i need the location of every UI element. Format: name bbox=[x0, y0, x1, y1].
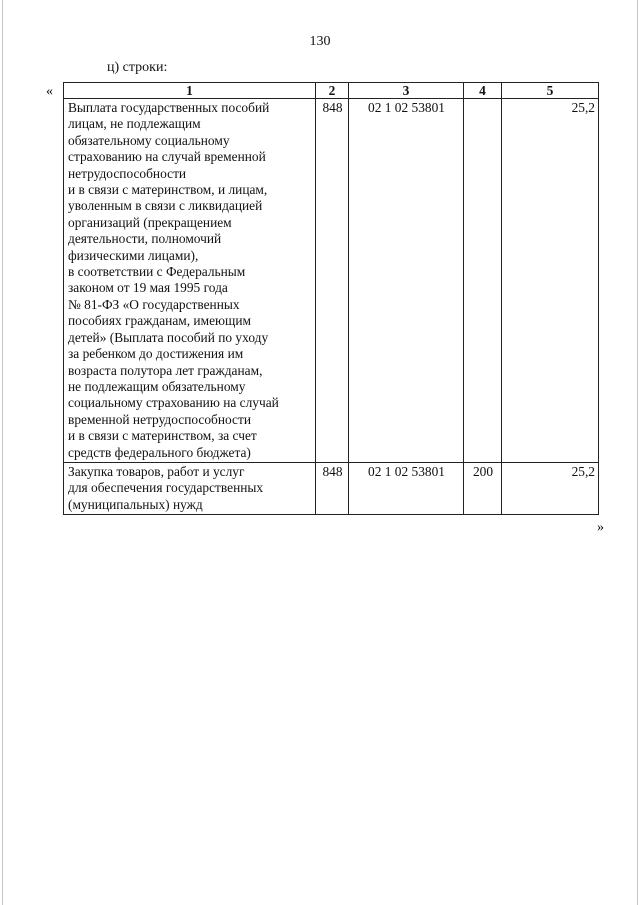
header-col-2: 2 bbox=[316, 83, 349, 99]
table-header-row bbox=[64, 83, 599, 99]
header-col-3: 3 bbox=[349, 83, 464, 99]
header-col-1: 1 bbox=[64, 83, 316, 99]
row-code-expense-type: 200 bbox=[464, 462, 502, 514]
header-col-4: 4 bbox=[464, 83, 502, 99]
row-code-target: 02 1 02 53801 bbox=[349, 99, 464, 463]
row-code-expense-type bbox=[464, 99, 502, 463]
page-number: 130 bbox=[309, 34, 331, 49]
intro-text: ц) строки: bbox=[107, 60, 168, 75]
scan-edge-left bbox=[2, 0, 3, 905]
row-code-admin: 848 bbox=[316, 99, 349, 463]
scan-edge-right bbox=[637, 0, 638, 905]
row-code-target: 02 1 02 53801 bbox=[349, 462, 464, 514]
budget-table bbox=[63, 82, 599, 515]
table-row bbox=[64, 462, 599, 514]
row-code-admin: 848 bbox=[316, 462, 349, 514]
row-name: Закупка товаров, работ и услуг для обеспечения государственных (муниципальных) нужд bbox=[64, 462, 316, 514]
closing-quote: » bbox=[597, 520, 604, 535]
table-row bbox=[64, 99, 599, 463]
row-name: Выплата государственных пособий лицам, не подлежащим обязательному социальному страхованию на случай временной нетрудоспособности и в связи с материнством, и лицам, уволенным в связи с ликвидацией организаций (прекращением деятельности, полномочий физическими лицами), в соответствии с Федеральным законом от 19 мая 1995 года № 81-ФЗ «О государственных пособиях гражданам, имеющим детей» (Выплата пособий по уходу за ребенком до достижения им возраста полутора лет гражданам, не подлежащим обязательному социальному страхованию на случай временной нетрудоспособности и в связи с материнством, за счет средств федерального бюджета) bbox=[64, 99, 316, 463]
header-col-5: 5 bbox=[502, 83, 599, 99]
row-amount: 25,2 bbox=[502, 99, 599, 463]
opening-quote: « bbox=[46, 84, 53, 99]
row-amount: 25,2 bbox=[502, 462, 599, 514]
